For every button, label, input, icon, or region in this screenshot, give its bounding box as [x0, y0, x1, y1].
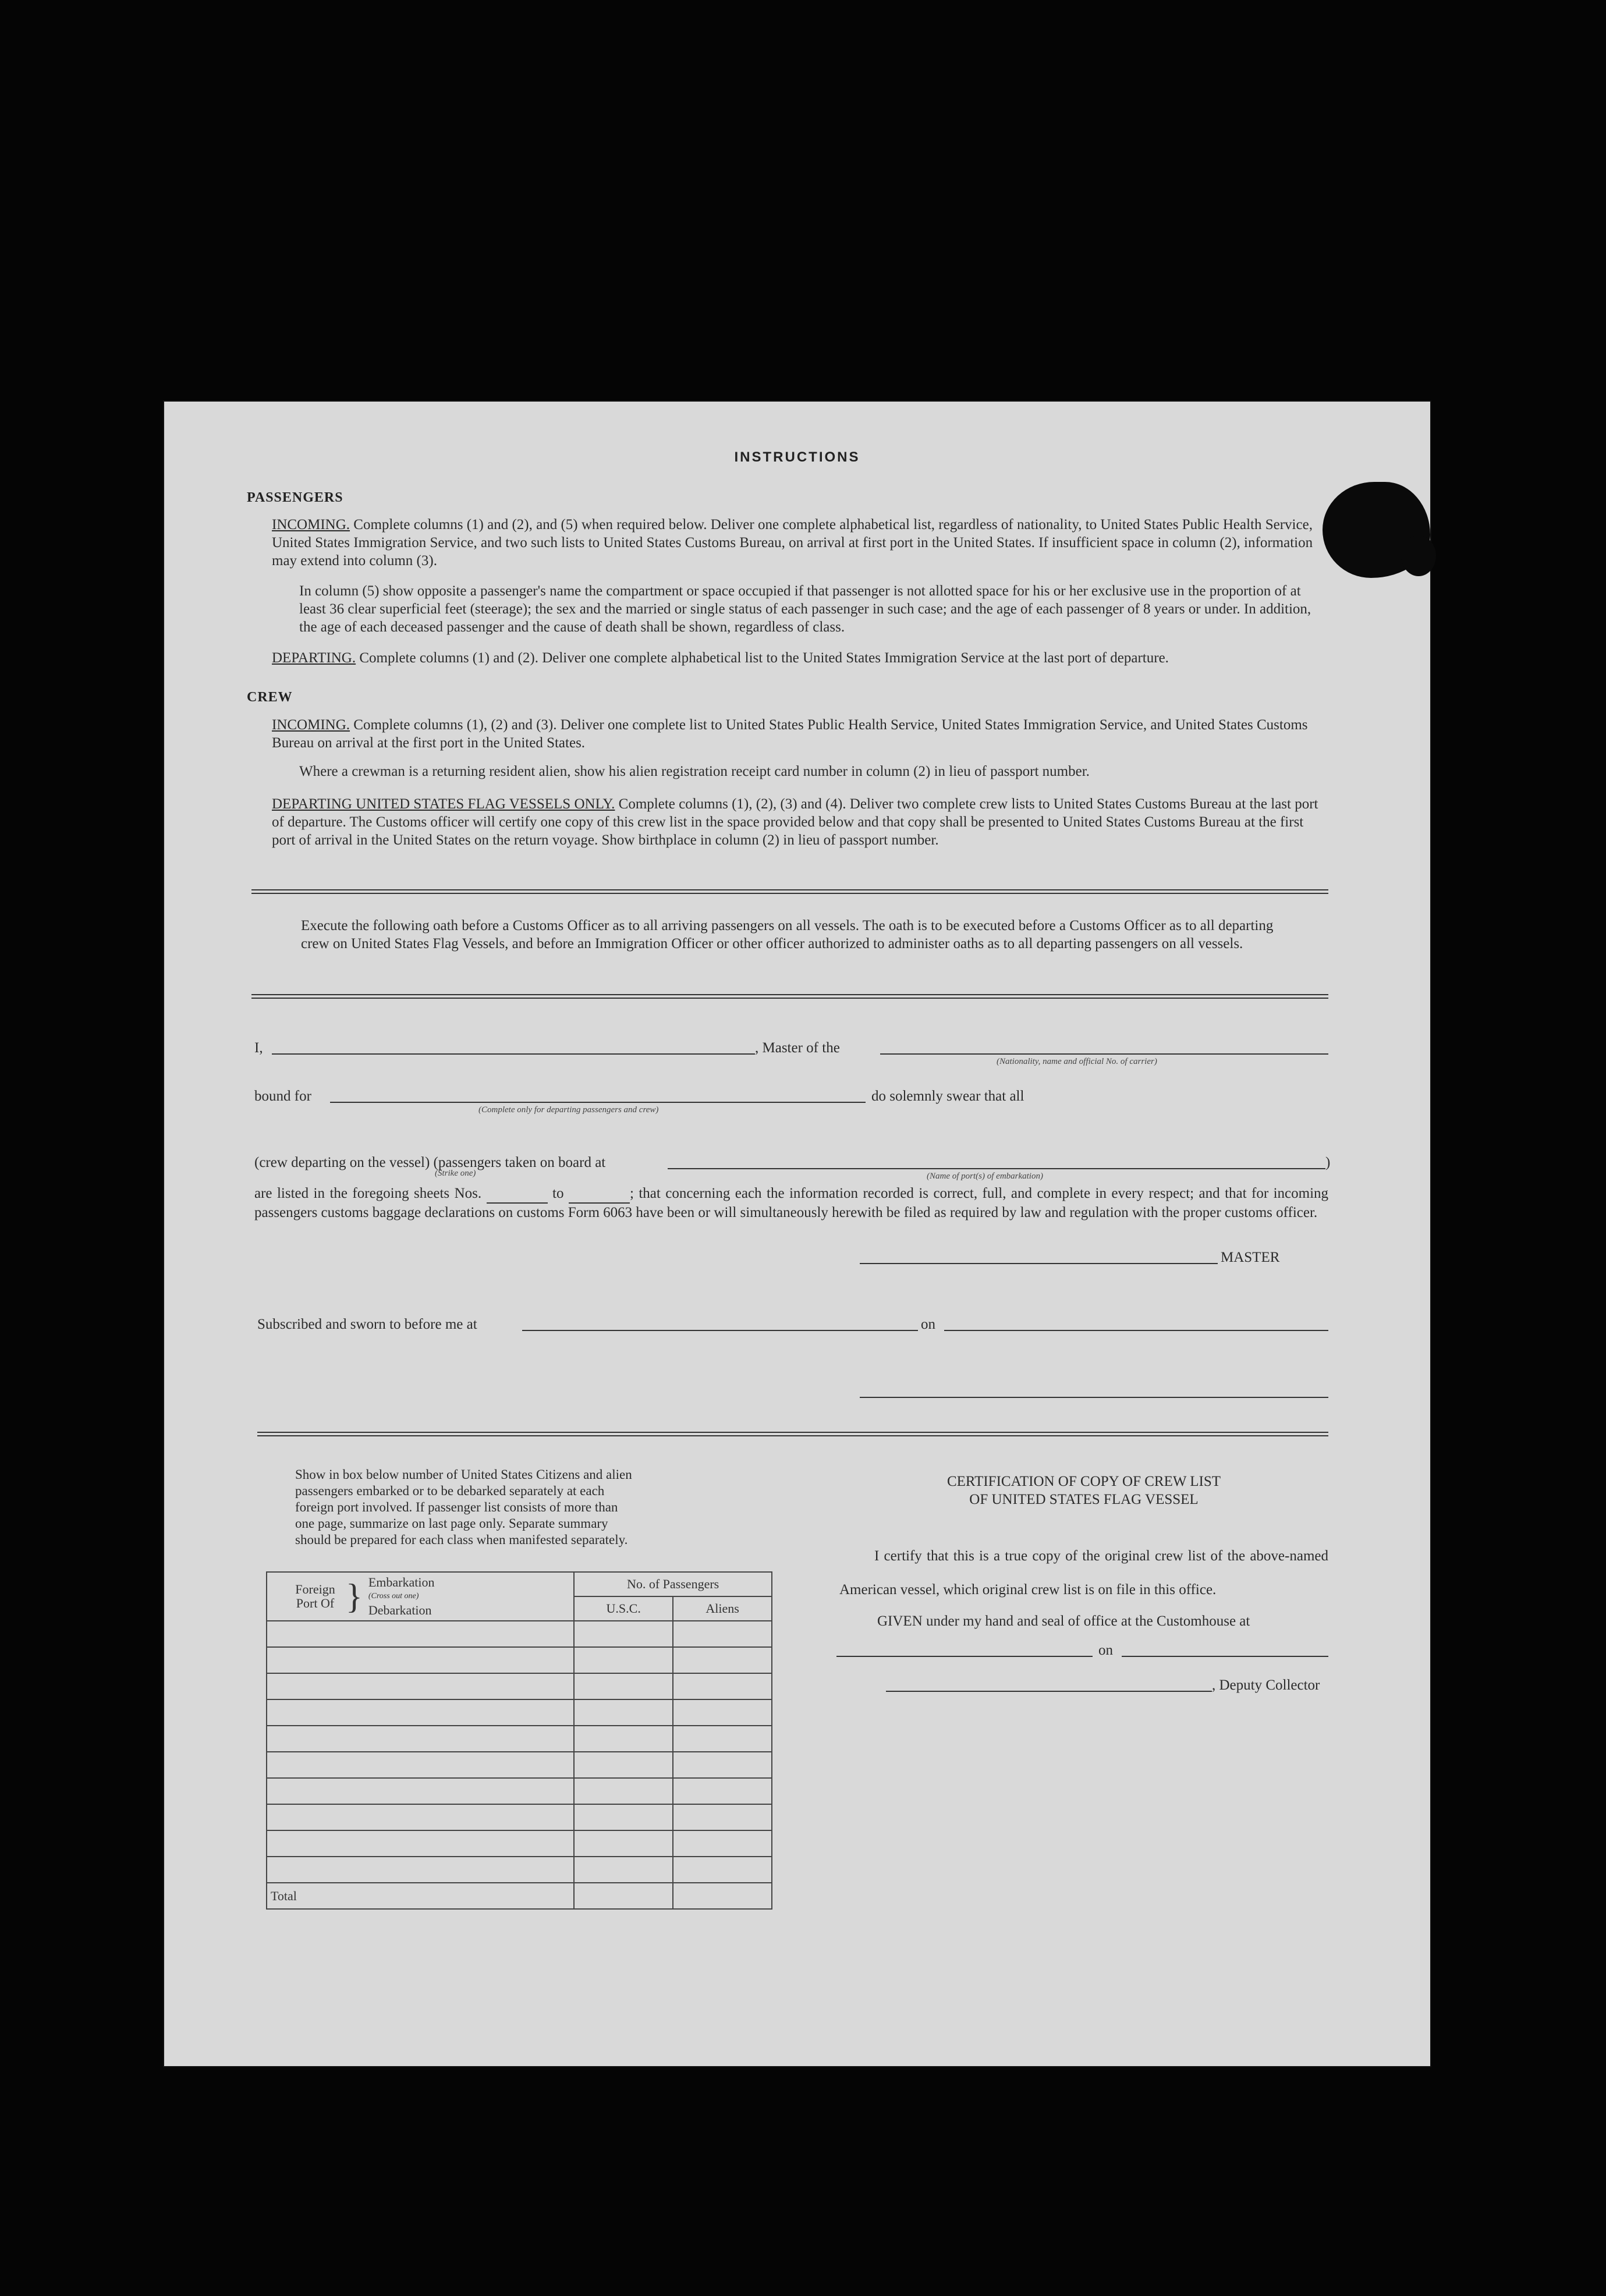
crew-incoming-text: Complete columns (1), (2) and (3). Deliver one complete list to United States Public Health Service, United States Immigration Service, and United States Customs Bureau on arrival at the first port in the United States. — [272, 717, 1308, 751]
closing-paren: ) — [1325, 1155, 1331, 1170]
usc-cell[interactable] — [574, 1726, 673, 1752]
table-row — [267, 1621, 772, 1647]
port-caption: (Name of port(s) of embarkation) — [927, 1172, 1043, 1181]
aliens-header: Aliens — [673, 1596, 772, 1621]
sworn-place-field[interactable] — [522, 1330, 918, 1331]
deputy-collector-label: , Deputy Collector — [1212, 1677, 1320, 1693]
master-signature-field[interactable] — [860, 1263, 1218, 1264]
passengers-incoming-text: Complete columns (1) and (2), and (5) when required below. Deliver one complete alphabetical list, regardless of nationality, to United States Public Health Service, United States Immigration Service, and two such lists to United States Customs Bureau, on arrival at first port in the United States. If insufficient space in column (2), information may extend into column (3). — [272, 517, 1313, 569]
usc-header: U.S.C. — [574, 1596, 673, 1621]
port-cell[interactable] — [267, 1699, 574, 1726]
certification-title-line1: CERTIFICATION OF COPY OF CREW LIST — [946, 1474, 1221, 1489]
table-row — [267, 1647, 772, 1673]
no-passengers-header: No. of Passengers — [574, 1572, 772, 1596]
total-label: Total — [267, 1883, 574, 1909]
master-label: MASTER — [1221, 1250, 1280, 1265]
port-cell[interactable] — [267, 1647, 574, 1673]
usc-cell[interactable] — [574, 1621, 673, 1647]
port-header — [267, 1572, 574, 1621]
swear-label: do solemnly swear that all — [871, 1088, 1024, 1104]
crew-departing-paragraph — [272, 795, 1325, 849]
bound-for-field[interactable] — [330, 1102, 866, 1103]
divider-bottom — [257, 1432, 1328, 1436]
brace-glyph: } — [346, 1577, 363, 1616]
total-usc-cell[interactable] — [574, 1883, 673, 1909]
port-cell[interactable] — [267, 1673, 574, 1699]
total-aliens-cell[interactable] — [673, 1883, 772, 1909]
aliens-cell[interactable] — [673, 1752, 772, 1778]
listed-sheets-paragraph — [254, 1184, 1328, 1222]
embarkation-port-field[interactable] — [668, 1168, 1325, 1169]
master-of-label: , Master of the — [755, 1040, 840, 1056]
crew-heading: CREW — [247, 690, 293, 705]
passenger-summary-table — [266, 1571, 772, 1910]
aliens-cell[interactable] — [673, 1830, 772, 1857]
aliens-cell[interactable] — [673, 1857, 772, 1883]
sheet-from-field[interactable] — [487, 1184, 548, 1204]
passengers-incoming-paragraph — [272, 516, 1325, 570]
certification-date-field[interactable] — [1122, 1656, 1328, 1657]
aliens-cell[interactable] — [673, 1647, 772, 1673]
passengers-incoming-label: INCOMING. — [272, 517, 350, 533]
usc-cell[interactable] — [574, 1699, 673, 1726]
port-cell[interactable] — [267, 1778, 574, 1804]
total-row — [267, 1883, 772, 1909]
usc-cell[interactable] — [574, 1778, 673, 1804]
passengers-departing-label: DEPARTING. — [272, 650, 356, 666]
summary-instructions: Show in box below number of United States Citizens and alien passengers embarked or to be debarked separately at each foreign port involved. If passenger list consists of more than one page, summarize on last page only. Separate summary should be prepared for each class when manifested separately. — [295, 1467, 632, 1547]
usc-cell[interactable] — [574, 1857, 673, 1883]
port-cell[interactable] — [267, 1726, 574, 1752]
table-row — [267, 1778, 772, 1804]
aliens-cell[interactable] — [673, 1673, 772, 1699]
usc-cell[interactable] — [574, 1830, 673, 1857]
oath-instructions: Execute the following oath before a Customs Officer as to all arriving passengers on all vessels. The oath is to be executed before a Customs Officer as to all departing crew on United States Flag Vessels, and before an Immigration Officer or other officer authorized to administer oaths as to all departing passengers on all vessels. — [301, 918, 1274, 952]
aliens-cell[interactable] — [673, 1778, 772, 1804]
crew-departing-label: DEPARTING UNITED STATES FLAG VESSELS ONLY. — [272, 796, 615, 812]
aliens-cell[interactable] — [673, 1726, 772, 1752]
listed-text-1: are listed in the foregoing sheets Nos. — [254, 1186, 482, 1201]
form-page — [164, 402, 1430, 2066]
certification-on-label: on — [1098, 1642, 1113, 1658]
crew-departing-label: (crew departing on the vessel) (passengers taken on board at — [254, 1155, 606, 1170]
usc-cell[interactable] — [574, 1647, 673, 1673]
table-row — [267, 1857, 772, 1883]
certification-title-line2: OF UNITED STATES FLAG VESSEL — [969, 1492, 1199, 1507]
crew-departing-text: Complete columns (1), (2), (3) and (4). Deliver two complete crew lists to United States Customs Bureau at the last port of departure. The Customs officer will certify one copy of this crew list in the space provided below and that copy shall be presented to United States Customs Bureau at the first port of arrival in the United States on the return voyage. Show birthplace in column (2) in lieu of passport number. — [272, 796, 1318, 848]
collector-signature-field[interactable] — [886, 1691, 1212, 1692]
sworn-date-field[interactable] — [944, 1330, 1328, 1331]
ink-blot-edge — [1401, 535, 1436, 576]
sheet-to-field[interactable] — [569, 1184, 630, 1204]
certification-title — [822, 1472, 1346, 1509]
bound-for-caption: (Complete only for departing passengers and crew) — [478, 1105, 659, 1115]
table-row — [267, 1752, 772, 1778]
sworn-on-label: on — [921, 1316, 935, 1332]
bound-for-label: bound for — [254, 1088, 311, 1104]
officer-signature-field[interactable] — [860, 1397, 1328, 1398]
master-name-field[interactable] — [272, 1053, 755, 1055]
crew-incoming-label: INCOMING. — [272, 717, 350, 733]
divider-oath — [251, 994, 1328, 999]
listed-text-2: ; that concerning each the information recorded is correct, full, and complete in every respect; and that for incoming passengers customs baggage declarations on customs Form 6063 have been or will simultaneously herewith be filed as required by law and regulation with the proper customs officer. — [254, 1186, 1329, 1220]
table-row — [267, 1673, 772, 1699]
carrier-field[interactable] — [880, 1053, 1328, 1055]
aliens-cell[interactable] — [673, 1699, 772, 1726]
customhouse-field[interactable] — [836, 1656, 1093, 1657]
oath-i-label: I, — [254, 1040, 263, 1056]
port-cell[interactable] — [267, 1830, 574, 1857]
crew-resident-paragraph: Where a crewman is a returning resident alien, show his alien registration receipt card number in column (2) in lieu of passport number. — [299, 764, 1090, 779]
certify-paragraph: I certify that this is a true copy of the original crew list of the above-named American vessel, which original crew list is on file in this office. — [839, 1548, 1328, 1598]
passengers-column5-paragraph: In column (5) show opposite a passenger's name the compartment or space occupied if that passenger is not allotted space for his or her exclusive use in the proportion of at least 36 clear superficial feet (steerage); the sex and the married or single status of each passenger in such case; and the age of each passenger of 8 years or under. In addition, the age of each deceased passenger and the cause of death shall be shown, regardless of class. — [299, 583, 1311, 635]
crew-incoming-paragraph — [272, 716, 1325, 752]
sheet-to-label: to — [552, 1186, 564, 1201]
divider-top — [251, 889, 1328, 894]
passengers-departing-paragraph — [272, 649, 1325, 667]
port-cell[interactable] — [267, 1752, 574, 1778]
port-cell[interactable] — [267, 1857, 574, 1883]
table-row — [267, 1699, 772, 1726]
summary-header-row — [267, 1572, 772, 1596]
cross-out-caption: (Cross out one) — [368, 1592, 419, 1601]
foreign-port-label: Foreign Port Of — [295, 1582, 335, 1610]
aliens-cell[interactable] — [673, 1621, 772, 1647]
usc-cell[interactable] — [574, 1804, 673, 1830]
subscribed-label: Subscribed and sworn to before me at — [257, 1316, 477, 1332]
debarkation-label: Debarkation — [368, 1603, 432, 1617]
passengers-heading: PASSENGERS — [247, 490, 343, 505]
table-row — [267, 1830, 772, 1857]
passengers-departing-text: Complete columns (1) and (2). Deliver one complete alphabetical list to the United States Immigration Service at the last port of departure. — [359, 650, 1169, 666]
table-row — [267, 1726, 772, 1752]
port-cell[interactable] — [267, 1804, 574, 1830]
embarkation-label: Embarkation — [368, 1575, 435, 1589]
aliens-cell[interactable] — [673, 1804, 772, 1830]
instructions-title: INSTRUCTIONS — [734, 449, 860, 465]
given-text: GIVEN under my hand and seal of office at the Customhouse at — [877, 1613, 1250, 1629]
port-cell[interactable] — [267, 1621, 574, 1647]
table-row — [267, 1804, 772, 1830]
usc-cell[interactable] — [574, 1752, 673, 1778]
carrier-caption: (Nationality, name and official No. of carrier) — [997, 1057, 1157, 1066]
strike-caption: (Strike one) — [435, 1169, 476, 1178]
usc-cell[interactable] — [574, 1673, 673, 1699]
